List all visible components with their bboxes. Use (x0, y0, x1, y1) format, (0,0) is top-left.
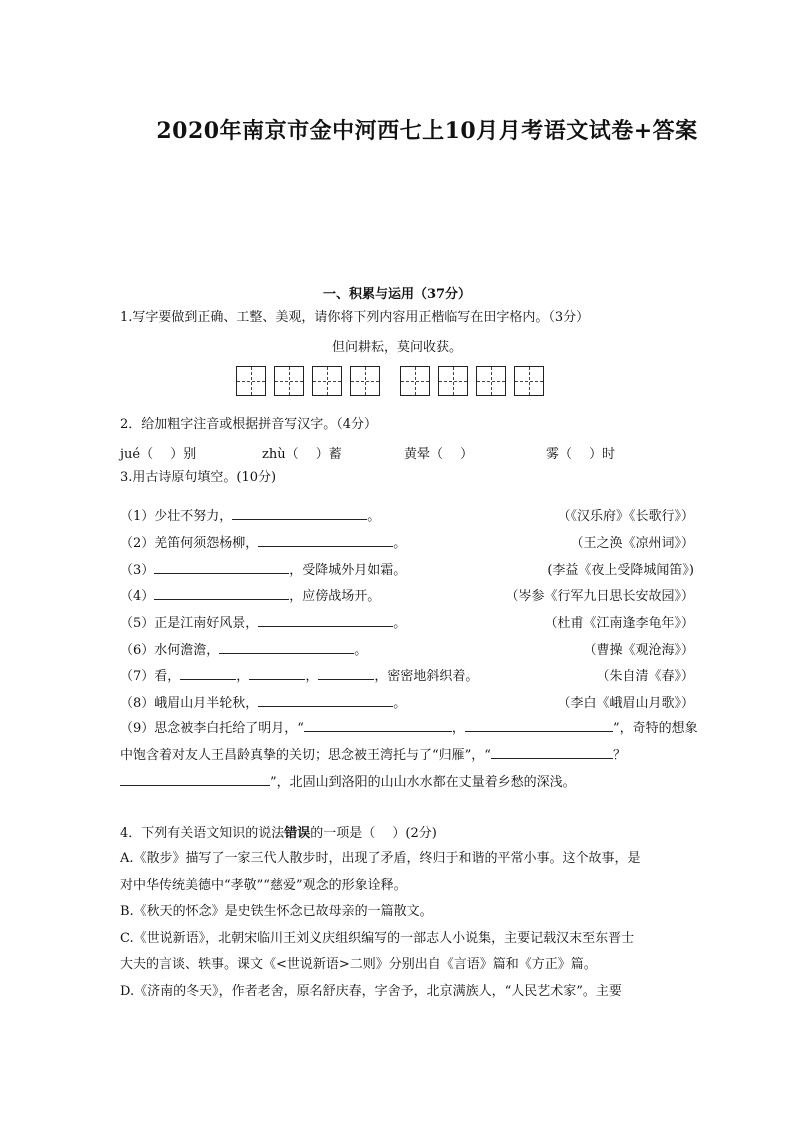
answer-blank[interactable] (154, 560, 289, 574)
poem-item: （2）羌笛何须怨杨柳， 。 （王之涣《凉州词》） (120, 532, 694, 550)
answer-blank[interactable] (258, 693, 393, 707)
poem-item-9-line2: 中饱含着对友人王昌龄真挚的关切；思念被王湾托与了“归雁”，“ ？ (120, 745, 626, 765)
poem-item: （8）峨眉山月半轮秋， 。 （李白《峨眉山月歌》） (120, 692, 694, 710)
option-line: B.《秋天的怀念》是史铁生怀念已故母亲的一篇散文。 (120, 904, 433, 919)
poem-source: （李白《峨眉山月歌》） (557, 696, 694, 711)
question-1-text: 1.写字要做到正确、工整、美观，请你将下列内容用正楷临写在田字格内。（3分） (120, 310, 590, 325)
pinyin-item: 雾（ ）时 (546, 447, 616, 462)
option-line: D.《济南的冬天》，作者老舍，原名舒庆春，字舍予，北京满族人，“人民艺术家”。主要 (120, 983, 622, 999)
poem-source: (李益《夜上受降城闻笛》) (547, 563, 694, 578)
poem-item: （3） ，受降城外月如霜。 (李益《夜上受降城闻笛》) (120, 559, 694, 577)
copy-sample-text: 但问耕耘，莫问收获。 (331, 340, 462, 355)
answer-blank[interactable] (180, 666, 236, 680)
pinyin-row (120, 443, 640, 461)
pinyin-item: zhù（ ）蓄 (262, 447, 342, 462)
grid-cell[interactable] (350, 366, 380, 396)
answer-blank[interactable] (232, 506, 367, 520)
answer-blank[interactable] (249, 666, 305, 680)
poem-item: （6）水何澹澹， 。 （曹操《观沧海》） (120, 639, 694, 657)
question-3-text: 3.用古诗原句填空。(10分) (120, 470, 277, 485)
grid-cell[interactable] (400, 366, 430, 396)
grid-cell[interactable] (476, 366, 506, 396)
option-line: C.《世说新语》，北朝宋临川王刘义庆组织编写的一部志人小说集，主要记载汉末至东晋士 (120, 930, 635, 946)
poem-item: （4） ，应傍战场开。 （岑参《行军九日思长安故园》） (120, 585, 694, 603)
answer-blank[interactable] (120, 772, 270, 786)
answer-blank[interactable] (465, 718, 613, 732)
page-title: 2020年南京市金中河西七上10月月考语文试卷+答案 (156, 118, 698, 144)
poem-source: （王之涣《凉州词》） (570, 536, 694, 551)
poem-source: （朱自清《春》） (596, 669, 694, 684)
poem-item: （1）少壮不努力， 。 （《汉乐府》《长歌行》） (120, 505, 694, 523)
poem-source: （《汉乐府》《长歌行》） (557, 509, 694, 524)
answer-blank[interactable] (258, 533, 393, 547)
answer-blank[interactable] (318, 666, 374, 680)
grid-cell[interactable] (274, 366, 304, 396)
grid-cell[interactable] (312, 366, 342, 396)
option-line: 对中华传统美德中“孝敬”“慈爱”观念的形象诠释。 (120, 877, 407, 893)
poem-source: （杜甫《江南逢李龟年》） (544, 616, 694, 631)
grid-cell[interactable] (236, 366, 266, 396)
question-4-options (120, 846, 680, 1005)
option-line: A.《散步》描写了一家三代人散步时，出现了矛盾，终归于和谐的平常小事。这个故事，是 (120, 851, 641, 866)
pinyin-item: 黄晕（ ） (404, 447, 474, 462)
grid-cell[interactable] (514, 366, 544, 396)
tianzige-grid (236, 366, 552, 398)
question-4-text: 4．下列有关语文知识的说法错误的一项是（ ）(2分) (120, 826, 437, 841)
poem-item-9-line1: （9）思念被李白托给了明月，“ ， ”，奇特的想象 (120, 718, 698, 738)
poem-source: （曹操《观沧海》） (583, 643, 694, 658)
answer-blank[interactable] (491, 745, 613, 759)
answer-blank[interactable] (258, 613, 393, 627)
option-line: 大夫的言谈、轶事。课文《<世说新语>二则》分别出自《言语》篇和《方正》篇。 (120, 957, 597, 972)
answer-blank[interactable] (219, 640, 354, 654)
answer-blank[interactable] (154, 586, 289, 600)
section-title: 一、积累与运用（37分） (322, 287, 472, 302)
question-2-text: 2．给加粗字注音或根据拼音写汉字。（4分） (120, 417, 378, 432)
pinyin-item: jué（ ）别 (120, 447, 197, 462)
poem-source: （岑参《行军九日思长安故园》） (505, 589, 694, 604)
answer-blank[interactable] (304, 718, 452, 732)
poem-item: （5）正是江南好风景， 。 （杜甫《江南逢李龟年》） (120, 612, 694, 630)
poem-item-9-line3: ”，北固山到洛阳的山山水水都在丈量着乡愁的深浅。 (120, 772, 576, 792)
poem-item: （7）看， ， ， ，密密地斜织着。 （朱自清《春》） (120, 665, 694, 683)
grid-cell[interactable] (438, 366, 468, 396)
